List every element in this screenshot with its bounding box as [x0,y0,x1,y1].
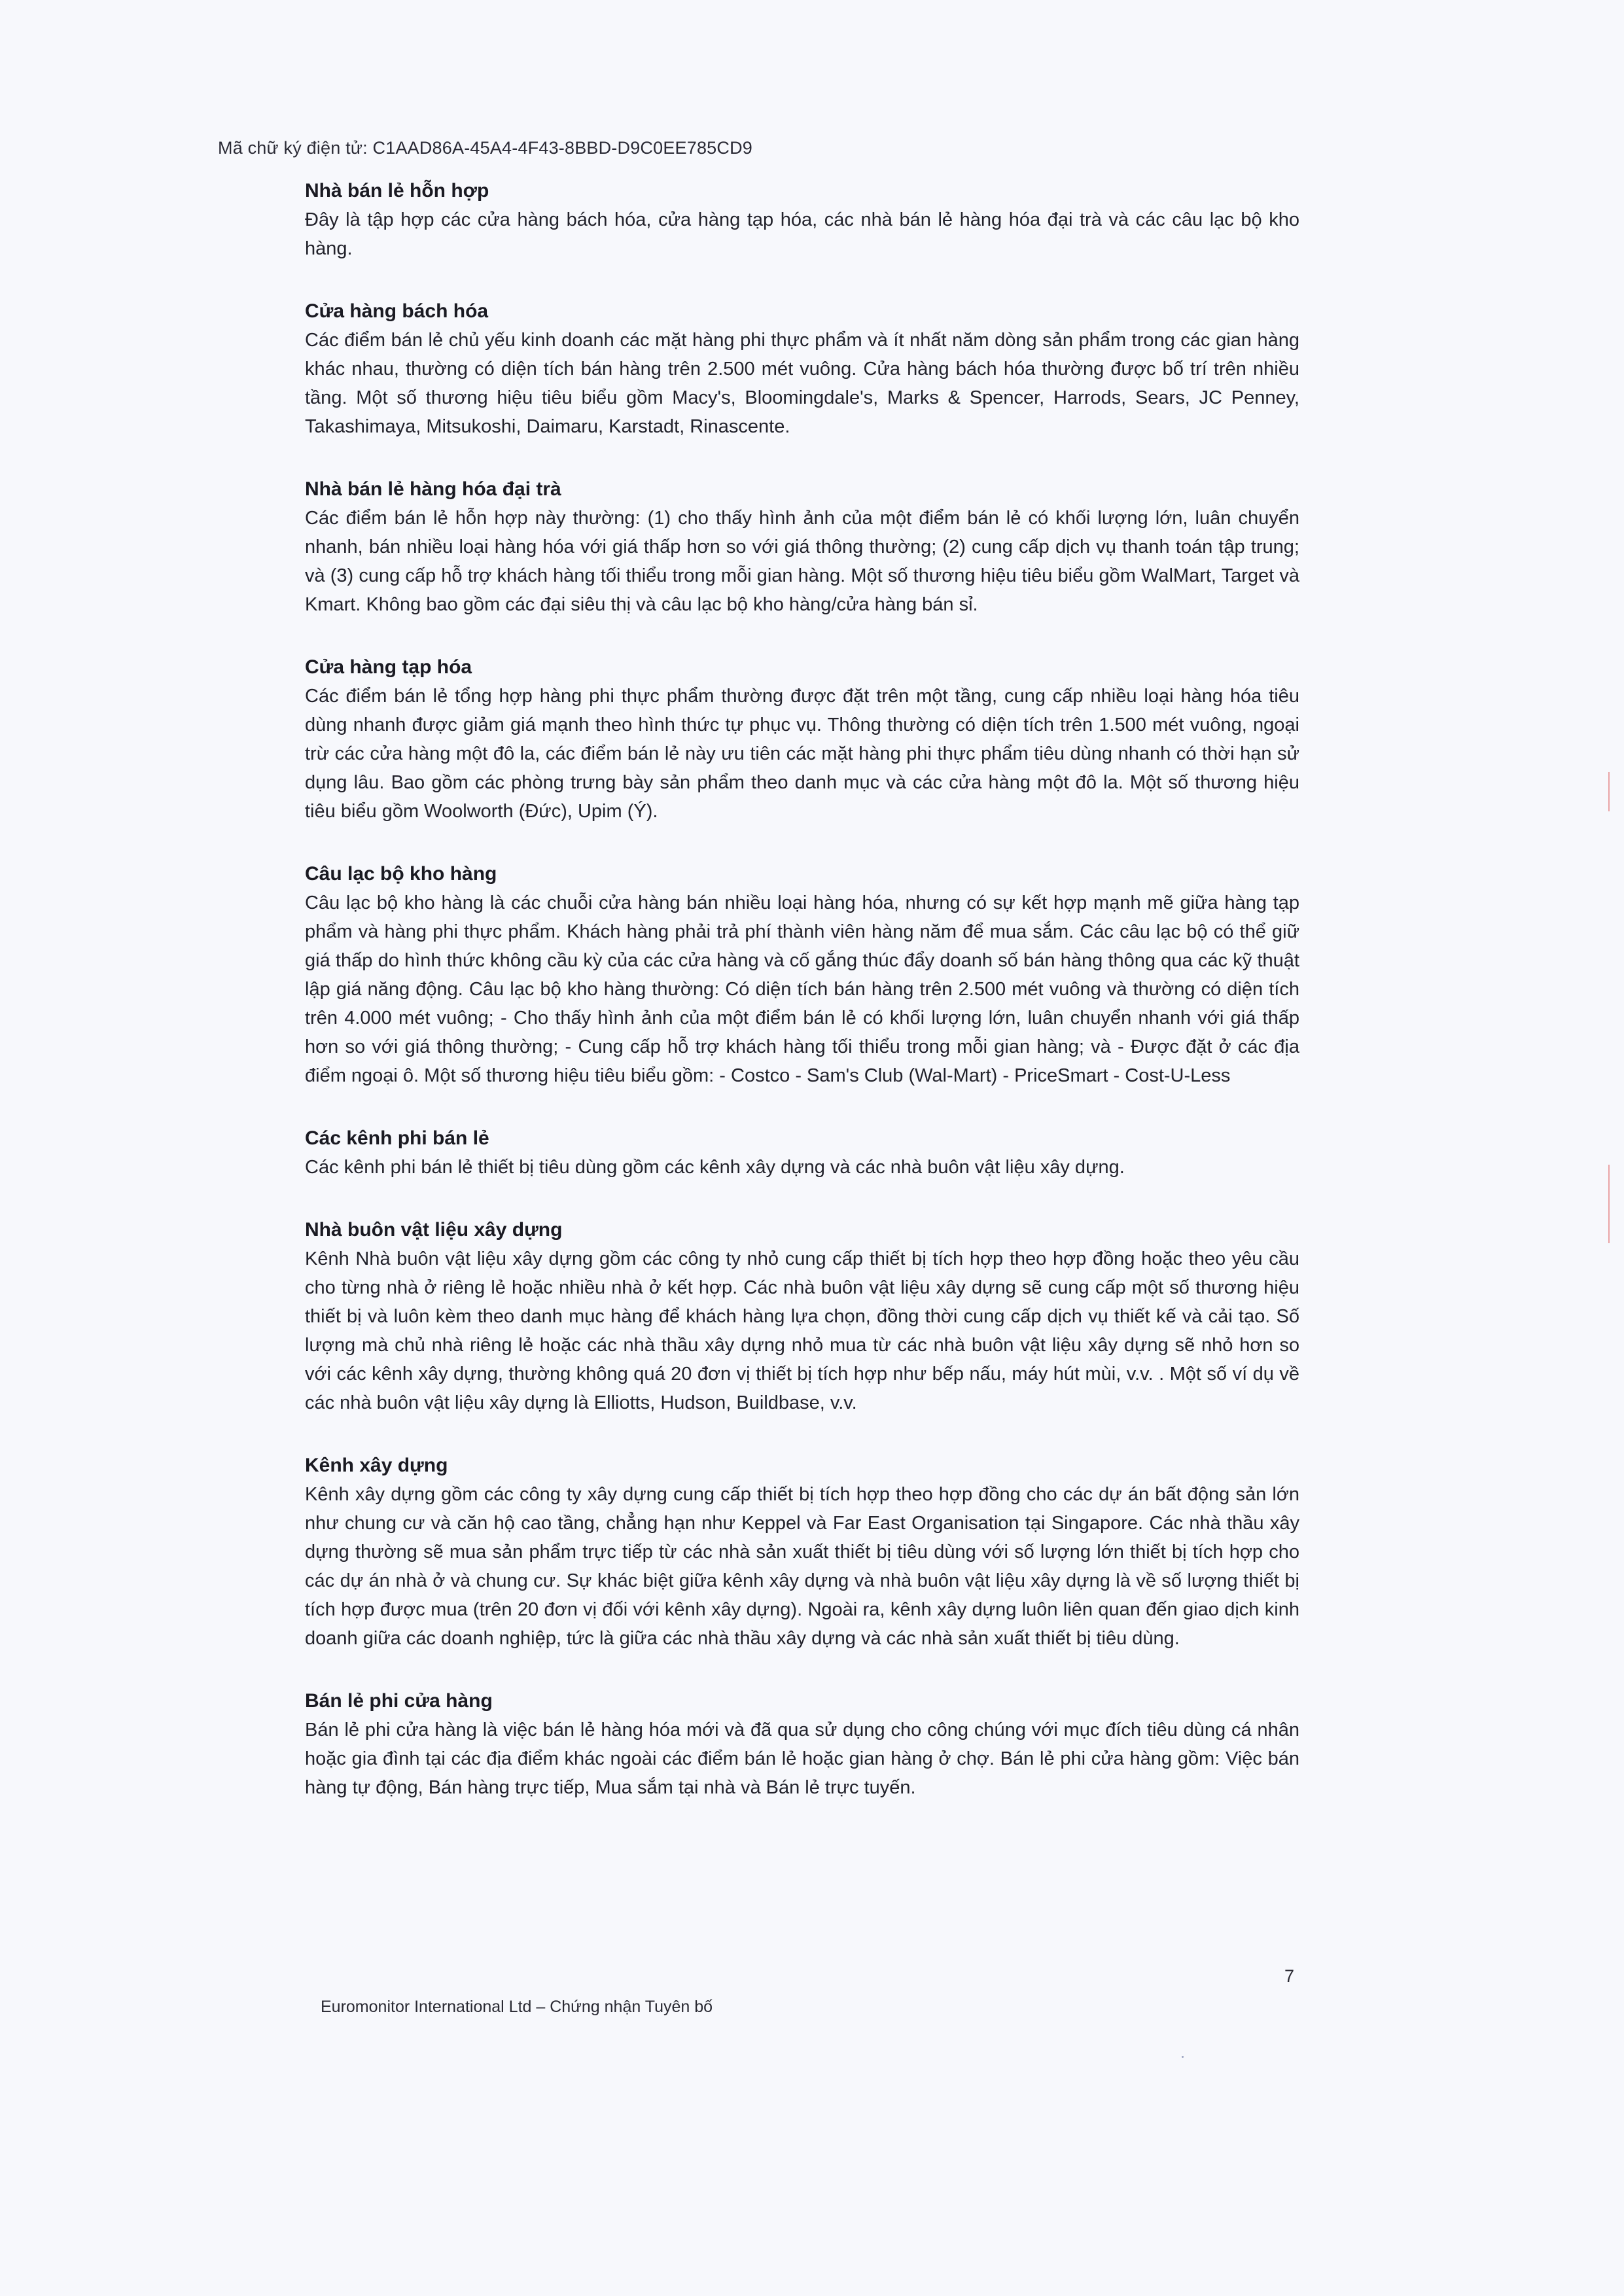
section-paragraph: Các kênh phi bán lẻ thiết bị tiêu dùng gồm các kênh xây dựng và các nhà buôn vật liệu xây dựng. [305,1157,1125,1178]
section-heading: Nhà bán lẻ hàng hóa đại trà [305,478,561,500]
section-paragraph: Các điểm bán lẻ chủ yếu kinh doanh các mặt hàng phi thực phẩm và ít nhất năm dòng sản phẩm trong các gian hàng khác nhau, thường có diện tích bán hàng trên 2.500 mét vuông. Cửa hàng bách hóa thường được bố trí trên nhiều tầng. Một số thương hiệu tiêu biểu gồm Macy's, Bloomingdale's, Marks & Spencer, Harrods, Sears, JC Penney, Takashimaya, Mitsukoshi, Daimaru, Karstadt, Rinascente. [305,330,1299,437]
section-heading: Nhà buôn vật liệu xây dựng [305,1219,563,1241]
section-mass-merchandisers [305,475,1299,619]
section-heading: Kênh xây dựng [305,1455,448,1476]
section-paragraph: Bán lẻ phi cửa hàng là việc bán lẻ hàng hóa mới và đã qua sử dụng cho công chúng với mục đích tiêu dùng cá nhân hoặc gia đình tại các địa điểm khác ngoài các điểm bán lẻ hoặc gian hàng ở chợ. Bán lẻ phi cửa hàng gồm: Việc bán hàng tự động, Bán hàng trực tiếp, Mua sắm tại nhà và Bán lẻ trực tuyến. [305,1720,1299,1798]
section-paragraph: Các điểm bán lẻ tổng hợp hàng phi thực phẩm thường được đặt trên một tầng, cung cấp nhiều loại hàng hóa tiêu dùng nhanh được giảm giá mạnh theo hình thức tự phục vụ. Thông thường có diện tích trên 1.500 mét vuông, ngoại trừ các cửa hàng một đô la, các điểm bán lẻ này ưu tiên các mặt hàng phi thực phẩm tiêu dùng nhanh có thời hạn sử dụng lâu. Bao gồm các phòng trưng bày sản phẩm theo danh mục và các cửa hàng một đô la. Một số thương hiệu tiêu biểu gồm Woolworth (Đức), Upim (Ý). [305,686,1299,822]
section-variety-stores [305,653,1299,826]
section-heading: Các kênh phi bán lẻ [305,1127,489,1149]
section-paragraph: Kênh xây dựng gồm các công ty xây dựng cung cấp thiết bị tích hợp theo hợp đồng cho các dự án bất động sản lớn như chung cư và căn hộ cao tầng, chẳng hạn như Keppel và Far East Organisation tại Singapore. Các nhà thầu xây dựng thường sẽ mua sản phẩm trực tiếp từ các nhà sản xuất thiết bị tiêu dùng với số lượng lớn thiết bị tích hợp cho các dự án nhà ở và chung cư. Sự khác biệt giữa kênh xây dựng và nhà buôn vật liệu xây dựng là về số lượng thiết bị tích hợp được mua (trên 20 đơn vị đối với kênh xây dựng). Ngoài ra, kênh xây dựng luôn liên quan đến giao dịch kinh doanh giữa các doanh nghiệp, tức là giữa các nhà thầu xây dựng và các nhà sản xuất thiết bị tiêu dùng. [305,1484,1299,1649]
section-heading: Cửa hàng tạp hóa [305,656,472,678]
section-paragraph: Đây là tập hợp các cửa hàng bách hóa, cửa hàng tạp hóa, các nhà bán lẻ hàng hóa đại trà và các câu lạc bộ kho hàng. [305,209,1299,259]
page-footer: Euromonitor International Ltd – Chứng nhận Tuyên bố [321,1998,713,2016]
section-paragraph: Câu lạc bộ kho hàng là các chuỗi cửa hàng bán nhiều loại hàng hóa, nhưng có sự kết hợp mạnh mẽ giữa hàng tạp phẩm và hàng phi thực phẩm. Khách hàng phải trả phí thành viên hàng năm để mua sắm. Các câu lạc bộ có thể giữ giá thấp do hình thức không cầu kỳ của các cửa hàng và cố gắng thúc đẩy doanh số bán hàng thông qua các kỹ thuật lập giá năng động. Câu lạc bộ kho hàng thường: Có diện tích bán hàng trên 2.500 mét vuông và thường có diện tích trên 4.000 mét vuông; - Cho thấy hình ảnh của một điểm bán lẻ có khối lượng lớn, luân chuyển nhanh với giá thấp hơn so với giá thông thường; - Cung cấp hỗ trợ khách hàng tối thiểu trong mỗi gian hàng; và - Được đặt ở các địa điểm ngoại ô. Một số thương hiệu tiêu biểu gồm: - Costco - Sam's Club (Wal-Mart) - PriceSmart - Cost-U-Less [305,892,1299,1086]
section-department-stores [305,297,1299,441]
section-heading: Nhà bán lẻ hỗn hợp [305,180,489,202]
document-body [305,177,1299,1836]
section-builders-merchants [305,1216,1299,1417]
scan-edge-mark [1608,1165,1610,1243]
section-paragraph: Các điểm bán lẻ hỗn hợp này thường: (1) cho thấy hình ảnh của một điểm bán lẻ có khối lượng lớn, luân chuyển nhanh, bán nhiều loại hàng hóa với giá thấp hơn so với giá thông thường; (2) cung cấp dịch vụ thanh toán tập trung; và (3) cung cấp hỗ trợ khách hàng tối thiểu trong mỗi gian hàng. Một số thương hiệu tiêu biểu gồm WalMart, Target và Kmart. Không bao gồm các đại siêu thị và câu lạc bộ kho hàng/cửa hàng bán sỉ. [305,508,1299,615]
electronic-signature-line: Mã chữ ký điện tử: C1AAD86A-45A4-4F43-8BBD-D9C0EE785CD9 [218,138,753,158]
section-construction-channel [305,1451,1299,1653]
section-heading: Cửa hàng bách hóa [305,300,489,322]
section-non-retail-channels [305,1124,1299,1182]
section-mixed-retailers [305,177,1299,263]
scan-speck [1182,2056,1184,2058]
section-heading: Câu lạc bộ kho hàng [305,863,497,885]
section-heading: Bán lẻ phi cửa hàng [305,1690,493,1712]
page-number: 7 [1284,1966,1295,1986]
section-warehouse-clubs [305,860,1299,1090]
scan-edge-mark [1608,772,1610,811]
section-non-store-retailing [305,1687,1299,1802]
section-paragraph: Kênh Nhà buôn vật liệu xây dựng gồm các công ty nhỏ cung cấp thiết bị tích hợp theo hợp đồng hoặc theo yêu cầu cho từng nhà ở riêng lẻ hoặc nhiều nhà ở kết hợp. Các nhà buôn vật liệu xây dựng sẽ cung cấp một số thương hiệu thiết bị và luôn kèm theo danh mục hàng để khách hàng lựa chọn, đồng thời cung cấp dịch vụ thiết kế và cải tạo. Số lượng mà chủ nhà riêng lẻ hoặc các nhà thầu xây dựng nhỏ mua từ các nhà buôn vật liệu xây dựng sẽ nhỏ hơn so với các kênh xây dựng, thường không quá 20 đơn vị thiết bị tích hợp như bếp nấu, máy hút mùi, v.v. . Một số ví dụ về các nhà buôn vật liệu xây dựng là Elliotts, Hudson, Buildbase, v.v. [305,1248,1299,1413]
